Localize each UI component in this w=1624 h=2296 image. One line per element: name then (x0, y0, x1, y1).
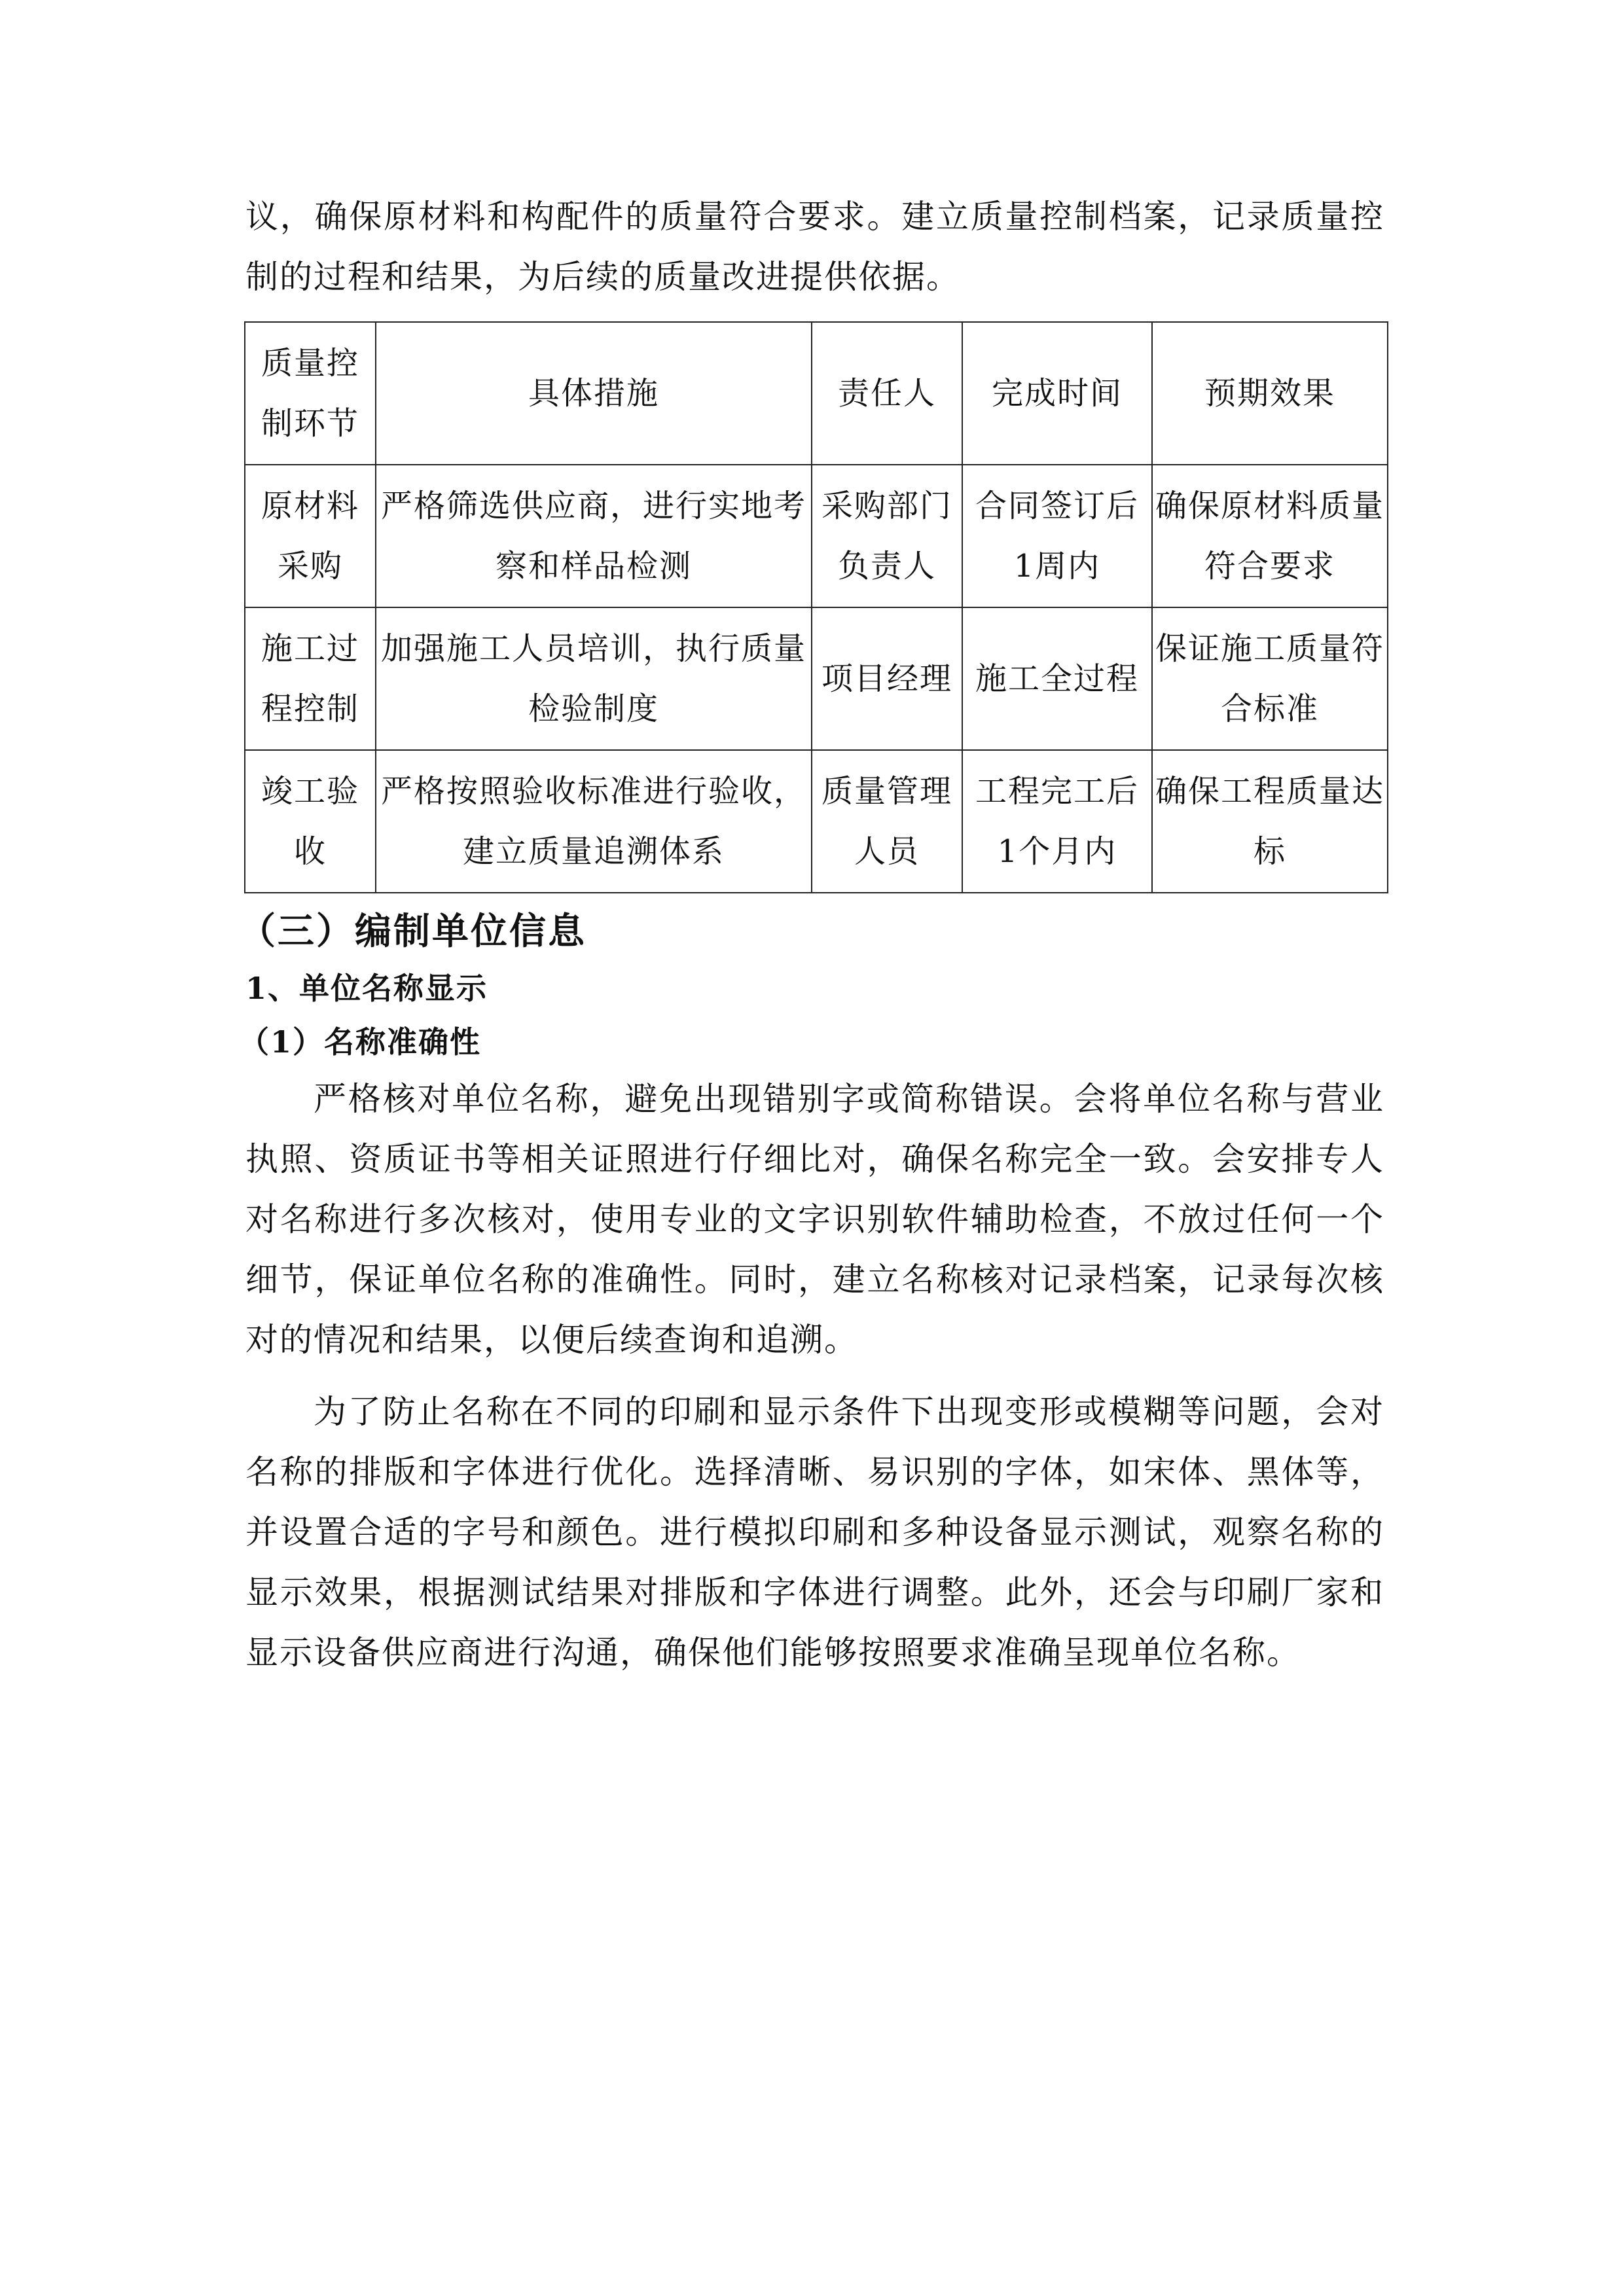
header-cell-owner: 责任人 (812, 322, 962, 465)
intro-paragraph: 议，确保原材料和构配件的质量符合要求。建立质量控制档案，记录质量控制的过程和结果，为后续的质量改进提供依据。 (245, 198, 1384, 296)
quality-control-table (244, 321, 1388, 893)
table-cell: 合同签订后1周内 (962, 465, 1152, 607)
table-header-row (245, 322, 1388, 465)
table-cell: 严格筛选供应商，进行实地考察和样品检测 (376, 465, 812, 607)
table-cell: 质量管理人员 (812, 750, 962, 893)
header-cell-measures: 具体措施 (376, 322, 812, 465)
table-cell: 加强施工人员培训，执行质量检验制度 (376, 607, 812, 750)
header-cell-outcome: 预期效果 (1152, 322, 1388, 465)
table-cell: 严格按照验收标准进行验收，建立质量追溯体系 (376, 750, 812, 893)
body-paragraph-2: 为了防止名称在不同的印刷和显示条件下出现变形或模糊等问题，会对名称的排版和字体进行优化。选择清晰、易识别的字体，如宋体、黑体等，并设置合适的字号和颜色。进行模拟印刷和多种设备显示测试，观察名称的显示效果，根据测试结果对排版和字体进行调整。此外，还会与印刷厂家和显示设备供应商进行沟通，确保他们能够按照要求准确呈现单位名称。 (245, 1393, 1384, 1672)
table-cell: 原材料采购 (245, 465, 376, 607)
table-cell: 竣工验收 (245, 750, 376, 893)
header-cell-stage: 质量控制环节 (245, 322, 376, 465)
table-row (245, 750, 1388, 893)
table-row (245, 607, 1388, 750)
table-cell: 保证施工质量符合标准 (1152, 607, 1388, 750)
table-cell: 确保工程质量达标 (1152, 750, 1388, 893)
header-cell-deadline: 完成时间 (962, 322, 1152, 465)
page-content (239, 187, 1385, 1683)
table-cell: 施工过程控制 (245, 607, 376, 750)
body-paragraph-1: 严格核对单位名称，避免出现错别字或简称错误。会将单位名称与营业执照、资质证书等相关证照进行仔细比对，确保名称完全一致。会安排专人对名称进行多次核对，使用专业的文字识别软件辅助检查，不放过任何一个细节，保证单位名称的准确性。同时，建立名称核对记录档案，记录每次核对的情况和结果，以便后续查询和追溯。 (245, 1080, 1384, 1359)
subsection-heading: 1、单位名称显示 (245, 971, 488, 1006)
section-heading: （三）编制单位信息 (239, 910, 586, 953)
subsubsection-heading: （1）名称准确性 (239, 1024, 482, 1060)
table-cell: 项目经理 (812, 607, 962, 750)
table-cell: 施工全过程 (962, 607, 1152, 750)
table-cell: 确保原材料质量符合要求 (1152, 465, 1388, 607)
table-row (245, 465, 1388, 607)
table-cell: 采购部门负责人 (812, 465, 962, 607)
table-cell: 工程完工后1个月内 (962, 750, 1152, 893)
